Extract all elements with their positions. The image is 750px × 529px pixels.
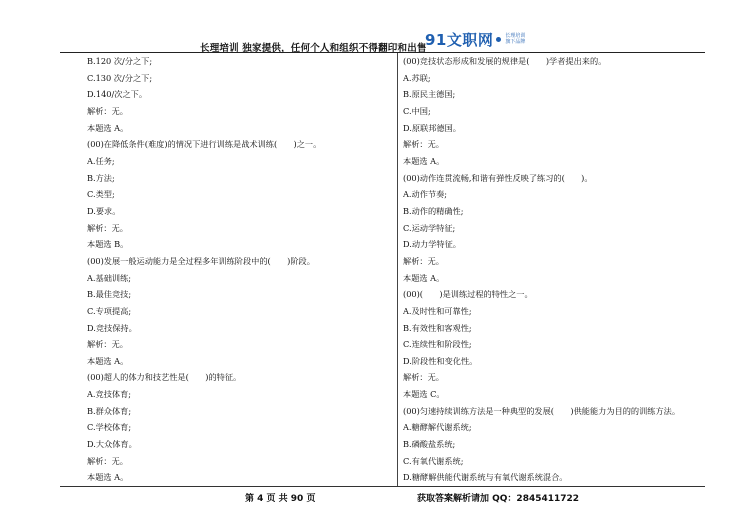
logo-dot-icon	[496, 37, 501, 42]
column-divider	[397, 53, 398, 486]
text-line: C.运动学特征;	[403, 222, 456, 233]
text-line: 本题选 A。	[87, 355, 129, 366]
text-line: A.动作节奏;	[403, 189, 448, 200]
text-line: A.任务;	[87, 155, 115, 166]
text-line: 本题选 A。	[87, 122, 129, 133]
text-line: D.阶段性和变化性。	[403, 355, 478, 366]
text-line: D.140/次之下。	[87, 89, 148, 100]
text-line: 本题选 B。	[87, 239, 129, 250]
text-line: 解析：无。	[403, 139, 444, 150]
text-line: B.最佳竞技;	[87, 289, 132, 300]
footer-contact: 获取答案解析请加 QQ：2845411722	[417, 494, 580, 504]
logo-tagline-line2: 旗下品牌	[505, 39, 526, 45]
text-line: B.120 次/分之下;	[87, 56, 153, 66]
text-line: C.连续性和阶段性;	[403, 339, 472, 350]
text-line: A.苏联;	[403, 72, 431, 83]
text-line: B.有效性和客观性;	[403, 322, 472, 333]
right-column	[403, 53, 703, 486]
text-line: (00)匀速持续训练方法是一种典型的发展( )供能能力为目的的训练方法。	[403, 405, 681, 416]
logo-tagline-line1: 长理培训	[505, 33, 526, 39]
text-line: B.原民主德国;	[403, 89, 456, 100]
text-line: A.竞技体育;	[87, 389, 132, 400]
logo-tagline	[505, 33, 525, 45]
text-line: B.磷酸盐系统;	[403, 439, 456, 450]
text-line: B.群众体育;	[87, 405, 132, 416]
text-line: C.专项提高;	[87, 305, 132, 316]
footer-divider	[60, 486, 705, 487]
text-line: 解析：无。	[403, 255, 444, 266]
text-line: D.动力学特征。	[403, 239, 461, 250]
text-line: D.大众体育。	[87, 439, 137, 450]
text-line: B.动作的精确性;	[403, 205, 464, 216]
text-line: D.原联邦德国。	[403, 122, 461, 133]
text-line: D.要求。	[87, 205, 121, 216]
text-line: 本题选 A。	[403, 272, 445, 283]
text-line: D.竞技保持。	[87, 322, 137, 333]
text-line: C.有氧代谢系统;	[403, 455, 464, 466]
site-logo	[425, 29, 525, 49]
text-line: (00)在降低条件(难度)的情况下进行训练是战术训练( )之一。	[87, 139, 322, 150]
text-line: A.糖酵解代谢系统;	[403, 422, 472, 433]
text-line: 解析：无。	[87, 339, 128, 350]
text-line: A.及时性和可靠性;	[403, 305, 472, 316]
text-line: B.方法;	[87, 172, 115, 183]
text-line: D.糖酵解供能代谢系统与有氧代谢系统混合。	[403, 472, 568, 483]
text-line: (00)竞技状态形成和发展的规律是( )学者提出来的。	[403, 56, 607, 66]
text-line: (00)动作连贯流畅,和谐有弹性反映了练习的( )。	[403, 172, 593, 183]
text-line: 解析：无。	[403, 372, 444, 383]
text-line: 解析：无。	[87, 455, 128, 466]
text-line: (00)超人的体力和技艺性是( )的特征。	[87, 372, 242, 383]
text-line: (00)发展一般运动能力是全过程多年训练阶段中的( )阶段。	[87, 255, 315, 266]
page-number: 第 4 页 共 90 页	[245, 494, 316, 504]
text-line: 本题选 C。	[403, 389, 445, 400]
text-line: C.学校体育;	[87, 422, 132, 433]
text-line: 解析：无。	[87, 222, 128, 233]
text-line: 本题选 A。	[403, 155, 445, 166]
text-line: (00)( )是训练过程的特性之一。	[403, 289, 533, 300]
header-notice: 长理培训 独家提供，任何个人和组织不得翻印和出售	[200, 43, 427, 54]
text-line: 解析：无。	[87, 105, 128, 116]
text-line: C.130 次/分之下;	[87, 72, 153, 83]
logo-text: 91文职网	[425, 30, 494, 49]
text-line: A.基础训练;	[87, 272, 132, 283]
text-line: C.中国;	[403, 105, 431, 116]
text-line: 本题选 A。	[87, 472, 129, 483]
text-line: C.类型;	[87, 189, 115, 200]
left-column	[87, 53, 392, 486]
